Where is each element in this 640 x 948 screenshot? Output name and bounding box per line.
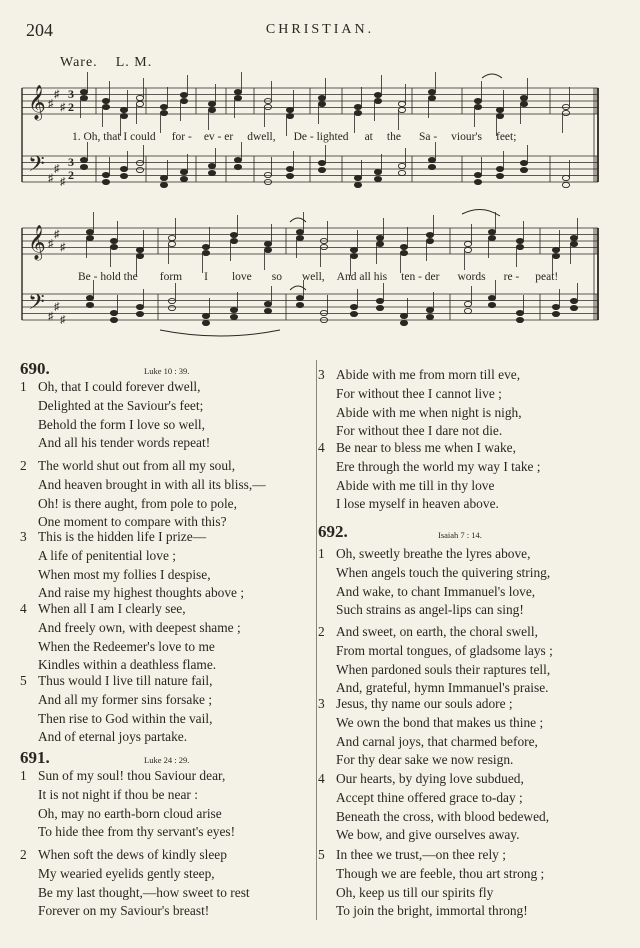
stanza-number: 2 xyxy=(20,847,27,862)
lyric-syllable: Sa - xyxy=(418,131,438,143)
note-head xyxy=(398,101,405,106)
stanza-line: Abide with me when night is nigh, xyxy=(336,404,522,420)
stanza-number: 3 xyxy=(318,367,325,382)
note-head xyxy=(120,107,127,112)
stanza-line: When angels touch the quivering string, xyxy=(336,564,551,580)
lyric-syllable: words xyxy=(457,271,486,283)
note-head xyxy=(102,179,109,184)
lyrics-line-1 xyxy=(72,131,524,143)
note-head xyxy=(286,173,293,178)
lyric-syllable: re - xyxy=(503,271,520,283)
stanza-number: 1 xyxy=(20,768,27,783)
stanza-line: Abide with me from morn till eve, xyxy=(336,367,521,382)
note-head xyxy=(488,302,495,307)
stanza-number: 1 xyxy=(20,379,27,394)
treble-clef: 𝄞 xyxy=(28,85,46,120)
stanza xyxy=(318,846,544,921)
note-head xyxy=(552,253,559,258)
stanza-number: 4 xyxy=(20,601,27,616)
stanza-line: Oh, sweetly breathe the lyres above, xyxy=(336,546,531,561)
note-head xyxy=(496,166,503,171)
stanza-line: In thee we trust,—on thee rely ; xyxy=(336,847,506,862)
note-head xyxy=(180,92,187,97)
stanza-line: Our hearts, by dying love subdued, xyxy=(336,771,524,786)
stanza xyxy=(318,366,522,441)
sharp-sign: ♯ xyxy=(60,241,66,254)
note-head xyxy=(168,241,175,246)
sharp-sign: ♯ xyxy=(54,300,60,313)
stanza-number: 3 xyxy=(20,529,27,544)
stanza-line: And all my former sins forsake ; xyxy=(38,691,213,707)
lyric-syllable: the xyxy=(386,131,401,143)
stanza-line: And of eternal joys partake. xyxy=(38,729,188,745)
stanza-line: Then rise to God within the vail, xyxy=(38,710,213,726)
note-head xyxy=(264,172,271,177)
note-head xyxy=(464,241,471,246)
note-head xyxy=(202,244,209,249)
note-head xyxy=(110,310,117,315)
note-head xyxy=(374,169,381,174)
note-head xyxy=(520,101,527,106)
note-head xyxy=(136,95,143,100)
note-head xyxy=(296,295,303,300)
stanza xyxy=(318,439,541,514)
note-head xyxy=(354,182,361,187)
note-head xyxy=(374,92,381,97)
note-head xyxy=(570,305,577,310)
stanza-line: When most my follies I despise, xyxy=(38,566,211,582)
stanza-line: Kindles within a deathless flame. xyxy=(38,657,217,673)
note-head xyxy=(428,164,435,169)
stanza-line: For thy dear sake we now resign. xyxy=(336,752,514,768)
note-head xyxy=(520,160,527,165)
note-head xyxy=(86,235,93,240)
stanza xyxy=(20,846,250,921)
stanza-line: Oh, that I could forever dwell, xyxy=(38,379,201,394)
lyric-syllable: And all his xyxy=(336,271,388,283)
note-head xyxy=(320,310,327,315)
note-head xyxy=(264,104,271,109)
note-head xyxy=(496,113,503,118)
lyric-syllable: I xyxy=(204,271,208,283)
note-head xyxy=(562,110,569,115)
note-head xyxy=(570,241,577,246)
note-head xyxy=(136,253,143,258)
stanza-line: Oh, may no earth-born cloud arise xyxy=(38,805,222,821)
stanza xyxy=(20,672,212,747)
note-head xyxy=(552,304,559,309)
note-head xyxy=(168,235,175,240)
note-head xyxy=(426,314,433,319)
lyric-syllable: for - xyxy=(171,131,192,143)
note-head xyxy=(516,310,523,315)
stanza-line: When all I am I clearly see, xyxy=(38,601,186,616)
slur xyxy=(160,330,280,336)
note-head xyxy=(464,247,471,252)
stanza-line: Be my last thought,—how sweet to rest xyxy=(38,884,250,900)
stanza-line: And wake, to chant Immanuel's love, xyxy=(336,583,536,599)
stanza xyxy=(20,528,244,603)
stanza-line: Jesus, thy name our souls adore ; xyxy=(336,696,513,711)
time-signature: 3 xyxy=(68,155,74,169)
note-head xyxy=(202,320,209,325)
note-head xyxy=(520,167,527,172)
column-divider xyxy=(316,360,317,920)
stanza-line: And all his tender words repeat! xyxy=(38,435,211,451)
stanza-line: Though we are feeble, thou art strong ; xyxy=(336,865,545,881)
stanza-line: Ere through the world my way I take ; xyxy=(336,458,541,474)
note-head xyxy=(230,307,237,312)
stanza-number: 5 xyxy=(318,847,325,862)
sharp-sign: ♯ xyxy=(54,228,60,241)
note-head xyxy=(296,229,303,234)
hymn-692-number: 692. xyxy=(318,522,348,541)
note-head xyxy=(520,95,527,100)
note-head xyxy=(202,313,209,318)
stanza-line: And raise my highest thoughts above ; xyxy=(38,585,245,601)
stanza xyxy=(318,545,550,620)
note-head xyxy=(464,308,471,313)
note-head xyxy=(86,229,93,234)
stanza-line: When soft the dews of kindly sleep xyxy=(38,847,227,862)
note-head xyxy=(80,164,87,169)
lyric-syllable: peat! xyxy=(535,271,559,283)
note-head xyxy=(120,173,127,178)
note-head xyxy=(428,95,435,100)
note-head xyxy=(350,253,357,258)
note-head xyxy=(110,317,117,322)
stanza xyxy=(318,770,549,845)
sharp-sign: ♯ xyxy=(48,310,54,323)
stanza-line: Accept thine offered grace to-day ; xyxy=(336,789,523,805)
note-head xyxy=(354,110,361,115)
note-head xyxy=(516,238,523,243)
note-head xyxy=(264,247,271,252)
note-head xyxy=(208,163,215,168)
note-head xyxy=(208,170,215,175)
stanza-number: 4 xyxy=(318,771,325,786)
note-head xyxy=(570,298,577,303)
note-head xyxy=(234,89,241,94)
note-head xyxy=(318,160,325,165)
treble-clef: 𝄞 xyxy=(28,225,46,260)
stanza-line: Behold the form I love so well, xyxy=(38,416,205,432)
page-number: 204 xyxy=(26,20,53,40)
stanza-line: I lose myself in heaven above. xyxy=(336,496,499,512)
note-head xyxy=(180,169,187,174)
slur xyxy=(482,74,502,78)
note-head xyxy=(350,304,357,309)
note-head xyxy=(168,298,175,303)
note-head xyxy=(120,166,127,171)
sharp-sign: ♯ xyxy=(48,238,54,250)
note-head xyxy=(80,95,87,100)
note-head xyxy=(296,302,303,307)
note-head xyxy=(376,235,383,240)
note-head xyxy=(86,295,93,300)
note-head xyxy=(110,238,117,243)
note-head xyxy=(354,175,361,180)
note-head xyxy=(80,89,87,94)
note-head xyxy=(428,157,435,162)
note-head xyxy=(474,98,481,103)
time-signature: 2 xyxy=(68,168,74,182)
stanza-line: A life of penitential love ; xyxy=(38,547,176,563)
stanza-line: Oh, keep us till our spirits fly xyxy=(336,884,494,900)
note-head xyxy=(168,305,175,310)
note-head xyxy=(286,166,293,171)
note-head xyxy=(350,247,357,252)
note-head xyxy=(562,175,569,180)
stanza-line: Delighted at the Saviour's feet; xyxy=(38,397,204,413)
note-head xyxy=(102,172,109,177)
note-head xyxy=(488,235,495,240)
stanza-line: It is not night if thou be near : xyxy=(38,786,198,802)
note-head xyxy=(488,295,495,300)
stanza-number: 5 xyxy=(20,673,27,688)
note-head xyxy=(516,317,523,322)
stanza-number: 3 xyxy=(318,696,325,711)
sharp-sign: ♯ xyxy=(48,172,54,185)
note-head xyxy=(160,104,167,109)
note-head xyxy=(102,98,109,103)
stanza-number: 1 xyxy=(318,546,325,561)
note-head xyxy=(562,182,569,187)
note-head xyxy=(474,172,481,177)
note-head xyxy=(136,101,143,106)
stanza-line: And, grateful, hymn Immanuel's praise. xyxy=(336,680,549,696)
note-head xyxy=(562,104,569,109)
sharp-sign: ♯ xyxy=(54,88,60,101)
note-head xyxy=(136,304,143,309)
bass-clef: 𝄢 xyxy=(28,290,45,320)
note-head xyxy=(464,301,471,306)
note-head xyxy=(318,167,325,172)
note-head xyxy=(230,238,237,243)
hymn-692-reference: Isaiah 7 : 14. xyxy=(438,530,482,540)
note-head xyxy=(552,247,559,252)
sharp-sign: ♯ xyxy=(54,162,60,175)
note-head xyxy=(496,107,503,112)
lyric-syllable: viour's xyxy=(451,131,482,143)
note-head xyxy=(110,244,117,249)
sharp-sign: ♯ xyxy=(60,101,66,114)
note-head xyxy=(474,104,481,109)
note-head xyxy=(120,113,127,118)
tune-name: Ware. xyxy=(60,55,98,70)
stanza-line: We bow, and give ourselves away. xyxy=(336,827,520,843)
note-head xyxy=(516,244,523,249)
hymn-691-number: 691. xyxy=(20,748,50,767)
stanza-number: 4 xyxy=(318,440,325,455)
stanza-line: Such strains as angel-lips can sing! xyxy=(336,602,524,618)
stanza-line: Abide with me till in thy love xyxy=(336,477,495,493)
lyric-syllable: 1. Oh, that I could xyxy=(72,131,156,143)
lyric-syllable: so xyxy=(271,271,282,283)
note-head xyxy=(318,95,325,100)
hymn-690-reference: Luke 10 : 39. xyxy=(144,366,190,376)
lyric-syllable: ten - der xyxy=(401,271,440,283)
lyric-syllable: Be - hold the xyxy=(78,271,138,283)
note-head xyxy=(400,313,407,318)
note-head xyxy=(136,247,143,252)
bass-clef: 𝄢 xyxy=(28,152,45,182)
note-head xyxy=(180,98,187,103)
lyric-syllable: dwell, xyxy=(247,131,276,143)
lyric-syllable: well, xyxy=(301,271,325,283)
note-head xyxy=(286,113,293,118)
stanza xyxy=(20,767,235,842)
note-head xyxy=(160,182,167,187)
stanza xyxy=(20,378,210,453)
stanza-number: 2 xyxy=(20,458,27,473)
running-title: CHRISTIAN. xyxy=(265,22,375,37)
stanza-line: And freely own, with deepest shame ; xyxy=(38,619,241,635)
note-head xyxy=(426,307,433,312)
note-head xyxy=(208,101,215,106)
sharp-sign: ♯ xyxy=(48,98,54,110)
note-head xyxy=(354,104,361,109)
note-head xyxy=(570,235,577,240)
sharp-sign: ♯ xyxy=(60,313,66,326)
note-head xyxy=(488,229,495,234)
note-head xyxy=(230,232,237,237)
hymn-690-number: 690. xyxy=(20,359,50,378)
note-head xyxy=(136,311,143,316)
stanza-line: Sun of my soul! thou Saviour dear, xyxy=(38,768,226,783)
stanza-line: This is the hidden life I prize— xyxy=(38,529,207,544)
note-head xyxy=(376,298,383,303)
lyrics-line-2 xyxy=(78,271,566,283)
note-head xyxy=(496,173,503,178)
sharp-sign: ♯ xyxy=(60,175,66,188)
note-head xyxy=(400,320,407,325)
lyric-syllable: ev - er xyxy=(203,131,234,143)
stanza-line: From mortal tongues, of gladsome lays ; xyxy=(336,642,553,658)
note-head xyxy=(552,311,559,316)
note-head xyxy=(286,107,293,112)
note-head xyxy=(234,164,241,169)
note-head xyxy=(180,176,187,181)
stanza-line: The world shut out from all my soul, xyxy=(38,458,236,473)
stanza-line: My wearied eyelids gently steep, xyxy=(38,865,215,881)
stanza-line: And heaven brought in with all its bliss,— xyxy=(38,476,266,492)
note-head xyxy=(320,244,327,249)
note-head xyxy=(398,107,405,112)
note-head xyxy=(102,104,109,109)
lyric-syllable: form xyxy=(159,271,183,283)
slur xyxy=(462,209,500,216)
lyric-syllable: De - lighted xyxy=(293,131,349,143)
tune-meter: L. M. xyxy=(115,55,153,70)
stanza-line: To join the bright, immortal throng! xyxy=(336,903,528,919)
note-head xyxy=(400,250,407,255)
stanza-line: To hide thee from thy servant's eyes! xyxy=(38,824,236,840)
music-score xyxy=(0,0,640,340)
note-head xyxy=(208,107,215,112)
note-head xyxy=(202,250,209,255)
stanza-number: 2 xyxy=(318,624,325,639)
note-head xyxy=(80,157,87,162)
note-head xyxy=(374,176,381,181)
stanza xyxy=(20,600,241,675)
lyric-syllable: love xyxy=(231,271,252,283)
note-head xyxy=(264,241,271,246)
lyric-syllable: feet; xyxy=(495,131,517,143)
note-head xyxy=(400,244,407,249)
note-head xyxy=(136,160,143,165)
stanza-line: Oh! is there aught, from pole to pole, xyxy=(38,495,237,511)
stanza-line: Beneath the cross, with blood bedewed, xyxy=(336,808,550,824)
note-head xyxy=(374,98,381,103)
stanza-line: When the Redeemer's love to me xyxy=(38,638,215,654)
note-head xyxy=(264,308,271,313)
note-head xyxy=(264,301,271,306)
stanza xyxy=(318,695,543,770)
note-head xyxy=(426,238,433,243)
note-head xyxy=(234,157,241,162)
lyric-syllable: at xyxy=(364,131,373,143)
time-signature: 3 xyxy=(68,87,74,101)
note-head xyxy=(474,179,481,184)
stanza-line: When pardoned souls their raptures tell, xyxy=(336,661,551,677)
stanza-line: For without thee I cannot live ; xyxy=(336,385,502,401)
note-head xyxy=(234,95,241,100)
stanza-line: One moment to compare with this? xyxy=(38,514,227,530)
note-head xyxy=(376,241,383,246)
stanza xyxy=(20,457,266,532)
stanza xyxy=(318,623,553,698)
hymn-691-reference: Luke 24 : 29. xyxy=(144,755,190,765)
note-head xyxy=(160,110,167,115)
note-head xyxy=(136,167,143,172)
note-head xyxy=(296,235,303,240)
stanza-line: And carnal joys, that charmed before, xyxy=(336,733,538,749)
note-head xyxy=(426,232,433,237)
stanza-line: For without thee I dare not die. xyxy=(336,423,503,439)
stanza-line: Thus would I live till nature fail, xyxy=(38,673,213,688)
note-head xyxy=(376,305,383,310)
stanza-line: And sweet, on earth, the choral swell, xyxy=(336,624,538,639)
stanza-line: We own the bond that makes us thine ; xyxy=(336,714,544,730)
note-head xyxy=(428,89,435,94)
note-head xyxy=(318,101,325,106)
note-head xyxy=(86,302,93,307)
note-head xyxy=(398,170,405,175)
note-head xyxy=(398,163,405,168)
note-head xyxy=(230,314,237,319)
stanza-line: Forever on my Saviour's breast! xyxy=(38,903,210,919)
time-signature: 2 xyxy=(68,100,74,114)
note-head xyxy=(350,311,357,316)
note-head xyxy=(160,175,167,180)
stanza-line: Be near to bless me when I wake, xyxy=(336,440,516,455)
